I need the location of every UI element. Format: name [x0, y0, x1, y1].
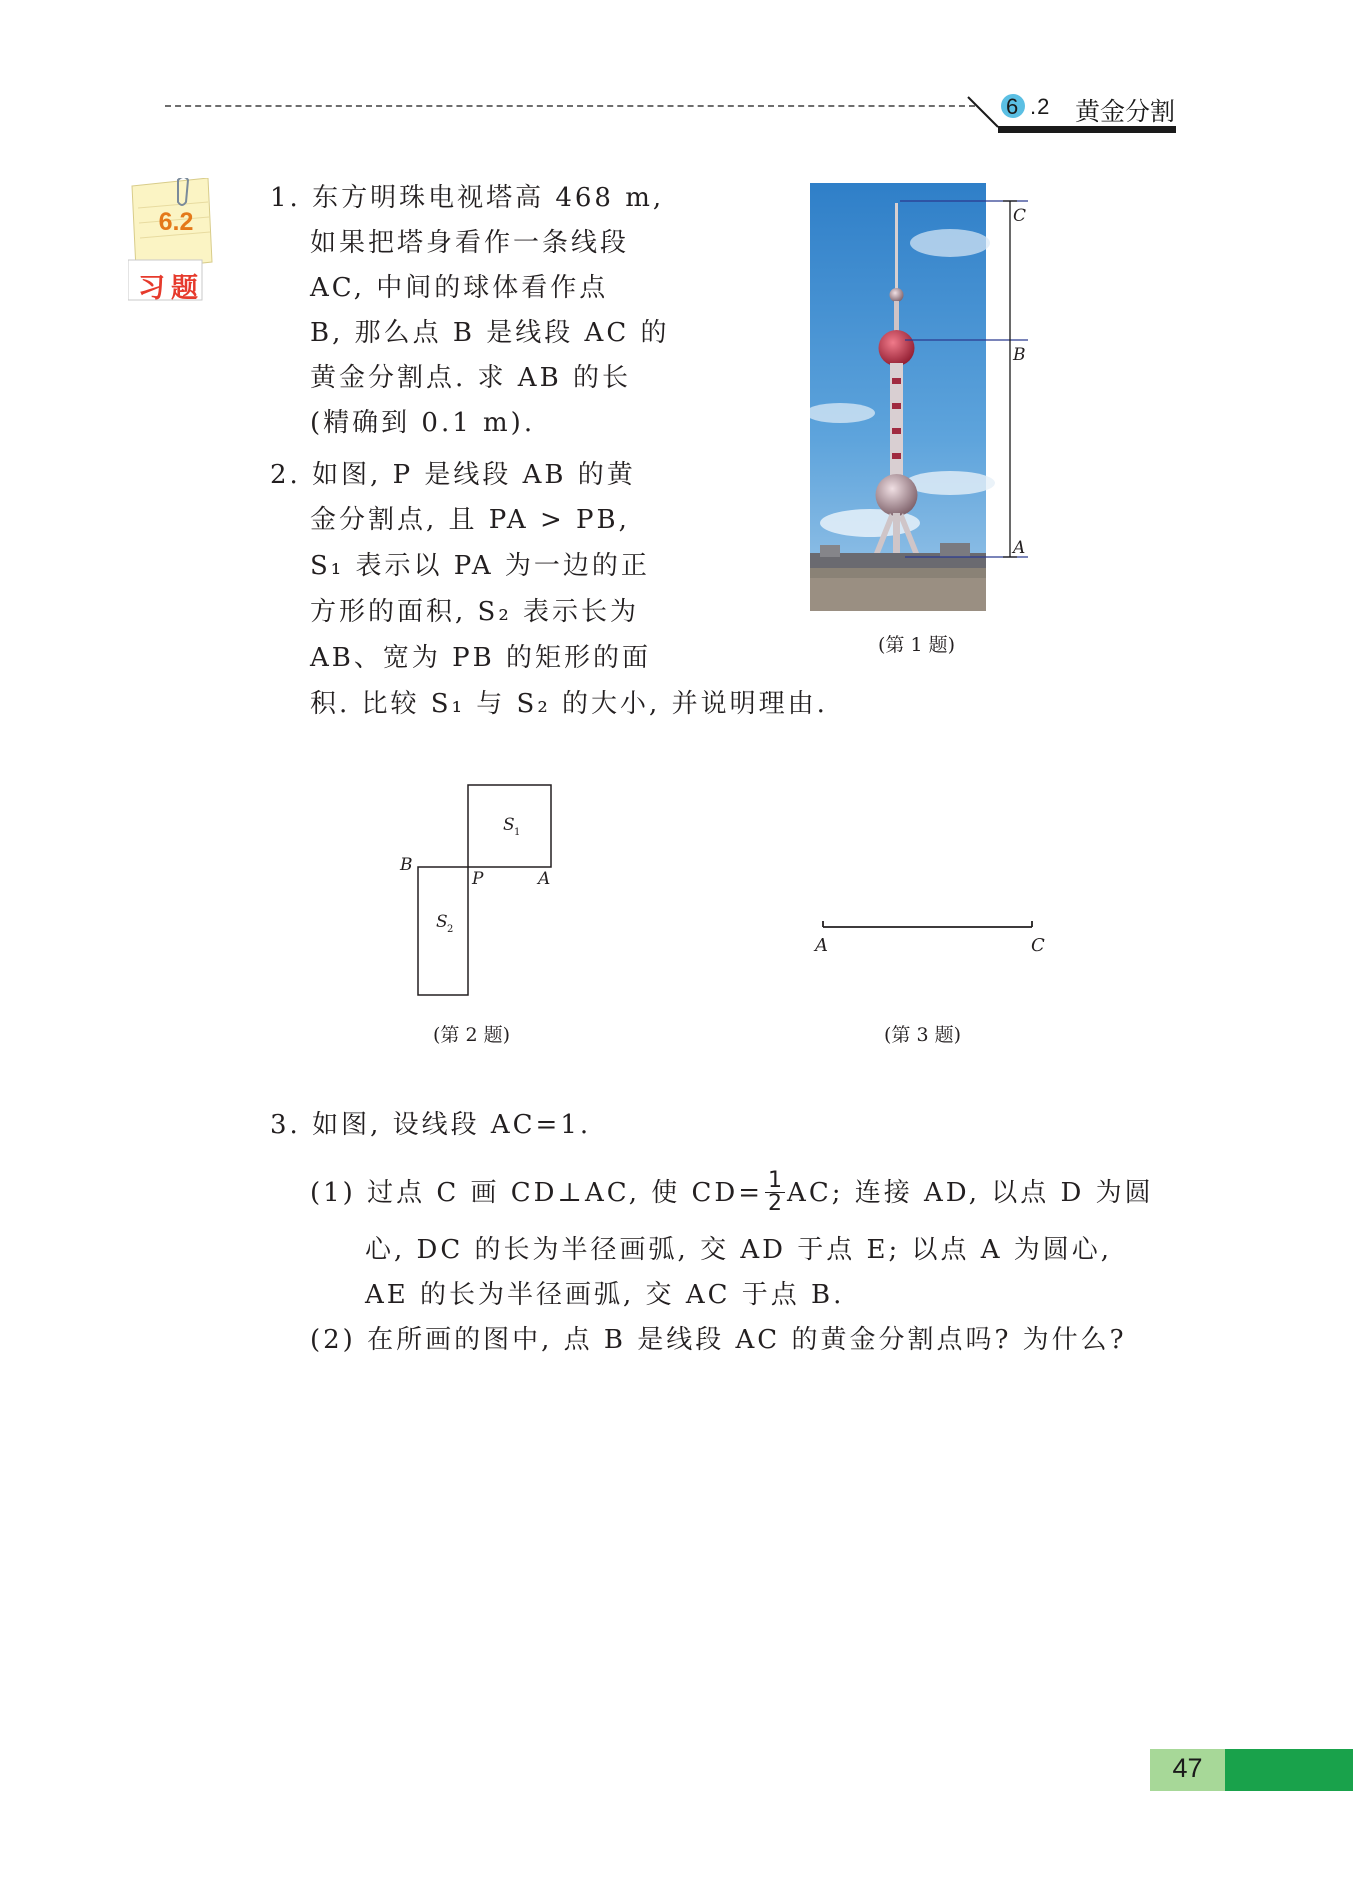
problem3-part1-line3: AE 的长为半径画弧, 交 AC 于点 B. — [365, 1280, 845, 1310]
problem2-line5: AB、宽为 PB 的矩形的面 — [310, 643, 652, 673]
fraction-denominator: 2 — [768, 1191, 783, 1216]
section-chapter-number: 6 — [1006, 94, 1019, 119]
problem3-part2: (2) 在所画的图中, 点 B 是线段 AC 的黄金分割点吗? 为什么? — [310, 1325, 1127, 1355]
figure2-label-a: A — [538, 869, 551, 889]
figure1-label-c: C — [1013, 206, 1027, 226]
problem3-part1-line1-pre: (1) 过点 C 画 CD⊥AC, 使 CD= — [310, 1177, 764, 1208]
page-number: 47 — [1172, 1753, 1203, 1783]
figure2-label-s2: S — [436, 912, 448, 932]
problem1-line1: 1. 东方明珠电视塔高 468 m, — [270, 183, 665, 213]
problem3-intro: 3. 如图, 设线段 AC=1. — [270, 1110, 592, 1140]
figure1-label-b: B — [1013, 345, 1026, 365]
problem3-part1-line1-post: AC; 连接 AD, 以点 D 为圆 — [787, 1177, 1154, 1208]
problem2-line2: 金分割点, 且 PA > PB, — [310, 505, 630, 535]
figure3-label-c: C — [1031, 935, 1045, 956]
problem2-line1: 2. 如图, P 是线段 AB 的黄 — [270, 460, 636, 490]
problem1-line4: B, 那么点 B 是线段 AC 的 — [310, 318, 670, 348]
figure2-caption: (第 2 题) — [433, 1024, 510, 1046]
figure2-diagram — [390, 770, 580, 1010]
badge-label: 习题 — [138, 273, 204, 303]
figure2-label-p: P — [472, 869, 484, 889]
badge-section-number: 6.2 — [158, 208, 194, 236]
figure3-diagram — [805, 905, 1065, 965]
fraction-numerator: 1 — [765, 1170, 785, 1193]
problem3-part1-line2: 心, DC 的长为半径画弧, 交 AD 于点 E; 以点 A 为圆心, — [365, 1235, 1113, 1265]
section-title: 黄金分割 — [1075, 98, 1176, 126]
problem1-line5: 黄金分割点. 求 AB 的长 — [310, 363, 631, 393]
problem3-part1-line1 — [310, 1170, 1154, 1215]
figure1-tower-photo — [810, 183, 1030, 613]
problem2-line4: 方形的面积, S₂ 表示长为 — [310, 597, 640, 627]
problem1-line3: AC, 中间的球体看作点 — [310, 273, 609, 303]
section-subnumber: .2 — [1030, 94, 1051, 119]
problem3-fraction — [765, 1170, 785, 1215]
problem2-line3: S₁ 表示以 PA 为一边的正 — [310, 551, 650, 581]
problem2-line6: 积. 比较 S₁ 与 S₂ 的大小, 并说明理由. — [310, 689, 828, 719]
figure2-label-s1-sub: 1 — [514, 827, 521, 838]
header-dashed-rule — [165, 105, 975, 107]
figure1-label-a: A — [1013, 538, 1026, 558]
problem1-line6: (精确到 0.1 m). — [310, 408, 536, 438]
figure2-label-s1: S — [503, 815, 515, 835]
page-number-bar — [1225, 1749, 1353, 1791]
figure3-label-a: A — [815, 935, 828, 956]
figure3-caption: (第 3 题) — [884, 1024, 961, 1046]
problem1-line2: 如果把塔身看作一条线段 — [310, 228, 630, 258]
figure1-caption: (第 1 题) — [878, 634, 955, 656]
figure2-label-b: B — [400, 855, 413, 875]
figure2-label-s2-sub: 2 — [447, 924, 454, 935]
